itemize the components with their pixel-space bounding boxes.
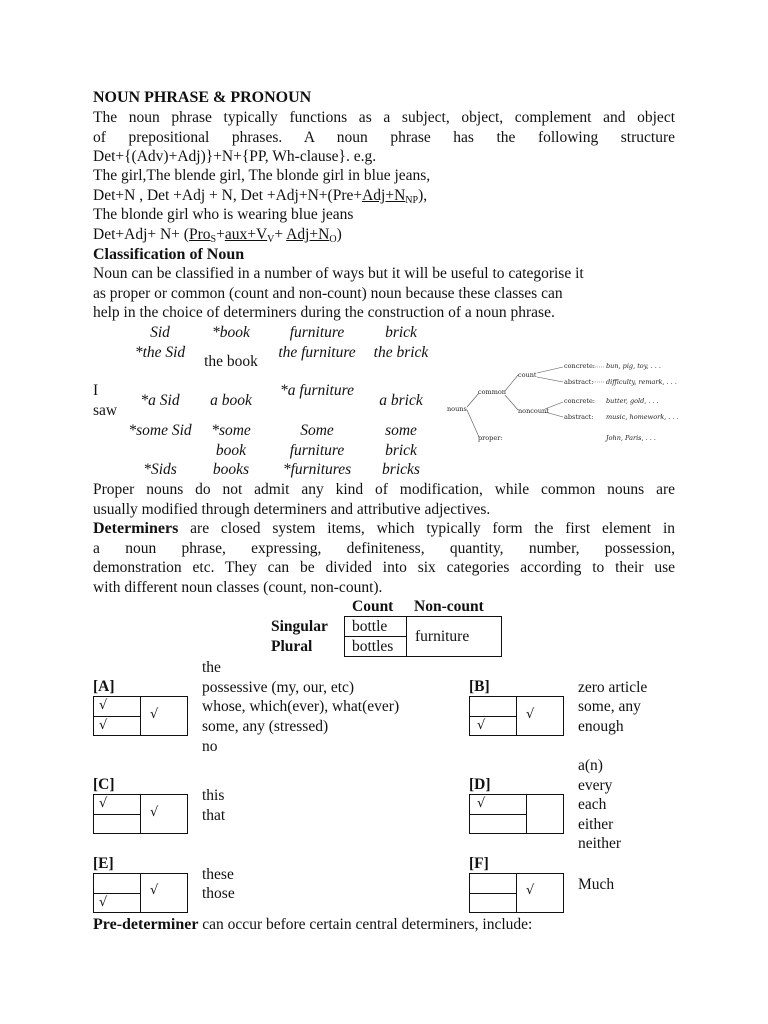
table-cell: Sid (150, 324, 170, 341)
tree-proper: proper: (478, 434, 503, 442)
category-d-item: a(n) (578, 757, 603, 774)
tree-common: common (478, 388, 506, 396)
category-e-item: those (202, 885, 235, 902)
table-cell: furniture (289, 324, 345, 341)
determiners-line: Determiners are closed system items, which typically form the first element in (93, 520, 675, 537)
tree-concrete: concrete: (564, 362, 595, 370)
determiners-line: with different noun classes (count, non-count). (93, 579, 383, 596)
intro-line: Det+{(Adv)+Adj)}+N+{PP, Wh-clause}. e.g. (93, 148, 377, 165)
check-mark-icon: √ (99, 698, 108, 713)
tree-example: difficulty, remark, . . . (606, 378, 677, 386)
proper-noun-line: Proper nouns do not admit any kind of modification, while common nouns are (93, 481, 675, 498)
tree-example: butter, gold, . . . (606, 397, 659, 405)
check-mark-icon: √ (477, 718, 486, 733)
tree-abstract: abstract: (564, 413, 594, 421)
table-cell: a book (210, 392, 252, 409)
category-f-item: Much (578, 876, 615, 893)
table-cell: some brick (385, 422, 417, 459)
check-mark-icon: √ (477, 796, 486, 811)
table-cell: *the Sid (134, 344, 186, 361)
classification-line: as proper or common (count and non-count) noun because these classes can (93, 285, 563, 302)
category-b-label: [B] (469, 678, 490, 695)
tree-noncount: noncount (518, 407, 549, 415)
category-a-item: the (202, 659, 221, 676)
table-cell: books (212, 461, 250, 478)
structure-formula-1: Det+N , Det +Adj + N, Det $+Adj+N+(Pre+Adj+N_{NP})$, (93, 187, 428, 206)
category-d-item: either (578, 816, 614, 833)
category-d-label: [D] (469, 776, 491, 793)
category-c-item: this (202, 787, 225, 804)
category-a-item: whose, which(ever), what(ever) (202, 698, 400, 715)
table-side-label: saw (93, 402, 118, 419)
classification-line: help in the choice of determiners during the construction of a noun phrase. (93, 304, 555, 321)
section-heading-classification: Classification of Noun (93, 246, 245, 263)
category-f-label: [F] (469, 855, 489, 872)
category-d-item: neither (578, 835, 622, 852)
page-title: NOUN PHRASE & PRONOUN (93, 89, 312, 106)
cell-noncount: furniture (415, 628, 470, 645)
category-a-item: possessive (my, our, etc) (202, 679, 355, 696)
noun-classification-tree (445, 355, 685, 450)
predeterminer-line: Pre-determiner can occur before certain central determiners, include: (93, 916, 533, 933)
tree-concrete: concrete: (564, 397, 595, 405)
determiners-line: demonstration etc. They can be divided into six categories according to their use (93, 559, 675, 576)
category-c-item: that (202, 807, 226, 824)
check-mark-icon: √ (99, 895, 108, 910)
check-mark-icon: √ (99, 718, 108, 733)
table-cell: *a furniture (280, 382, 354, 399)
tree-example: John, Paris, . . . (606, 434, 656, 442)
intro-line: of prepositional phrases. A noun phrase has the following structure (93, 129, 675, 146)
category-e-item: these (202, 866, 234, 883)
check-mark-icon: √ (150, 805, 159, 820)
table-cell: *some Sid (128, 422, 192, 439)
proper-noun-line: usually modified through determiners and attributive adjectives. (93, 501, 491, 518)
table-cell: *some book (211, 422, 251, 459)
table-cell: Some furniture (289, 422, 345, 459)
table-cell: *book (212, 324, 250, 341)
check-mark-icon: √ (150, 707, 159, 722)
determiners-line: a noun phrase, expressing, definiteness, quantity, number, possession, (93, 540, 675, 557)
cell-plural-count: bottles (352, 638, 394, 655)
category-a-item: some, any (stressed) (202, 718, 329, 735)
category-a-item: no (202, 738, 218, 755)
table-cell: the book (204, 353, 258, 370)
table-cell: bricks (382, 461, 420, 478)
predeterminer-term: Pre-determiner (93, 916, 199, 933)
table-cell: *furnitures (282, 461, 352, 478)
structure-formula-2: $Det+Adj+ N+ (Pro_S+aux+V_V+ Adj+N_O)$ (93, 226, 342, 245)
table-cell: *Sids (143, 461, 177, 478)
category-b-item: zero article (578, 679, 648, 696)
check-mark-icon: √ (150, 883, 159, 898)
cell-singular-count: bottle (352, 618, 388, 635)
table-cell: the furniture (278, 344, 356, 361)
row-header-plural: Plural (271, 638, 313, 655)
category-c-label: [C] (93, 776, 115, 793)
category-b-item: some, any (578, 698, 641, 715)
tree-abstract: abstract: (564, 378, 594, 386)
tree-count: count (518, 371, 537, 379)
tree-example: music, homework, . . . (606, 413, 679, 421)
table-cell: a brick (379, 392, 423, 409)
intro-line: The girl,The blende girl, The blonde girl in blue jeans, (93, 167, 431, 184)
tree-example: bun, pig, toy, . . . (606, 362, 661, 370)
category-a-label: [A] (93, 678, 115, 695)
determiners-term: Determiners (93, 520, 179, 537)
intro-line: The blonde girl who is wearing blue jeans (93, 206, 354, 223)
table-cell: the brick (373, 344, 429, 361)
table-cell: *a Sid (140, 392, 180, 409)
category-e-label: [E] (93, 855, 114, 872)
classification-line: Noun can be classified in a number of ways but it will be useful to categorise it (93, 265, 584, 282)
category-b-item: enough (578, 718, 624, 735)
col-header-count: Count (352, 598, 394, 615)
intro-line: The noun phrase typically functions as a subject, object, complement and object (93, 109, 675, 126)
row-header-singular: Singular (271, 618, 328, 635)
table-cell: brick (385, 324, 417, 341)
category-d-item: each (578, 796, 607, 813)
check-mark-icon: √ (526, 883, 535, 898)
col-header-noncount: Non-count (414, 598, 484, 615)
tree-nouns: nouns (447, 405, 467, 413)
category-d-item: every (578, 777, 613, 794)
check-mark-icon: √ (99, 796, 108, 811)
table-side-label: I (93, 382, 99, 399)
check-mark-icon: √ (526, 707, 535, 722)
